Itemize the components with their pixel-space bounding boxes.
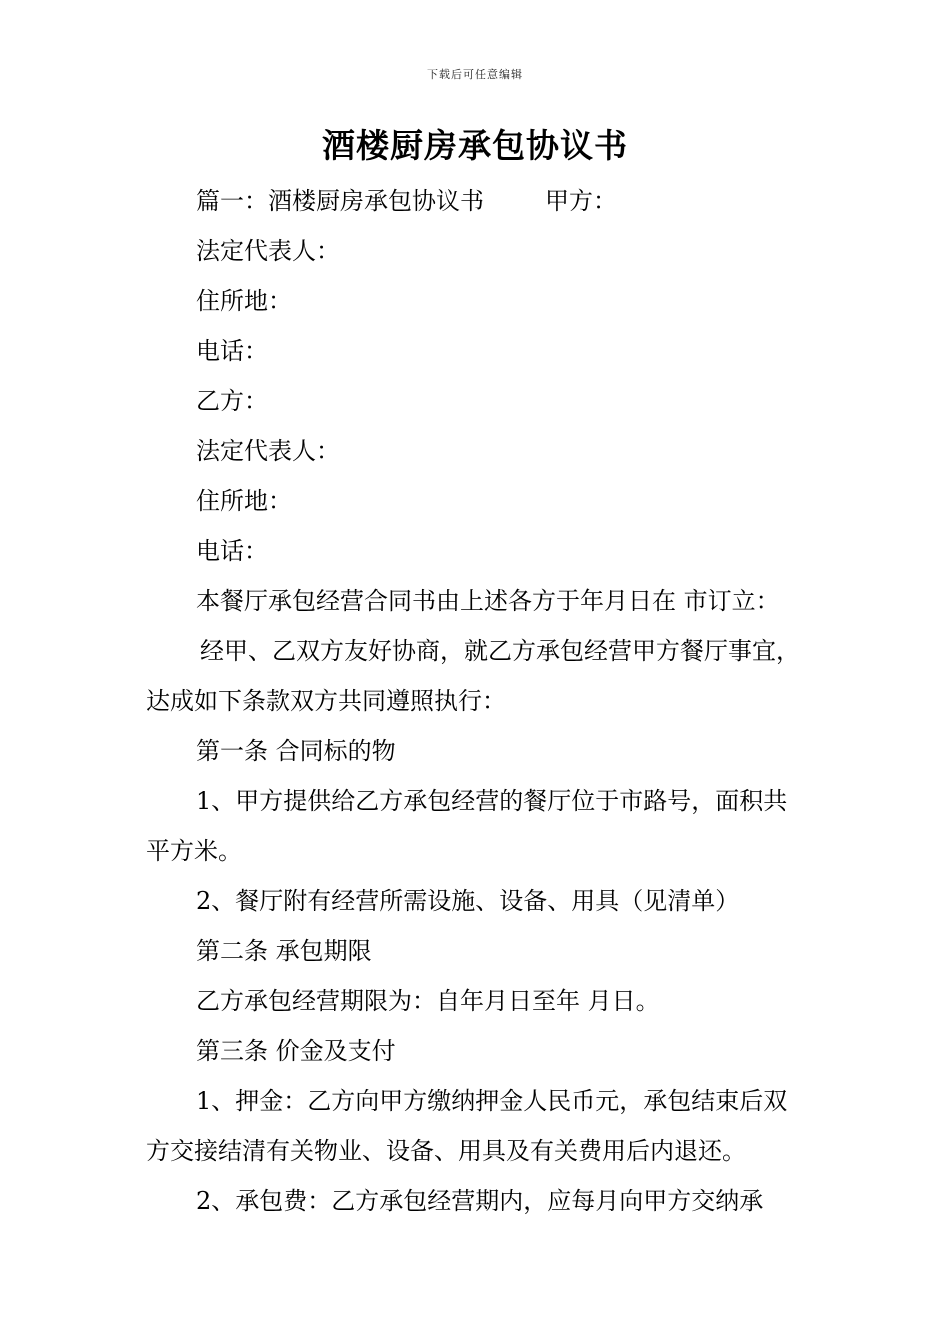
paragraph: 乙方： — [196, 387, 268, 415]
paragraph: 住所地： — [196, 287, 292, 315]
page-header-note: 下载后可任意编辑 — [427, 68, 523, 81]
paragraph: 1、甲方提供给乙方承包经营的餐厅位于市路号，面积共平方米。 — [146, 787, 788, 865]
document-body — [146, 176, 810, 1226]
section-heading: 第三条 价金及支付 — [196, 1037, 396, 1065]
paragraph: 2、餐厅附有经营所需设施、设备、用具（见清单） — [196, 887, 740, 915]
paragraph: 乙方承包经营期限为：自年月日至年 月日。 — [196, 987, 660, 1015]
paragraph: 经甲、乙双方友好协商，就乙方承包经营甲方餐厅事宜，达成如下条款双方共同遵照执行： — [146, 637, 800, 715]
paragraph: 电话： — [196, 537, 268, 565]
paragraph: 2、承包费：乙方承包经营期内，应每月向甲方交纳承 — [196, 1187, 764, 1215]
document-title: 酒楼厨房承包协议书 — [322, 126, 628, 165]
paragraph: 篇一：酒楼厨房承包协议书 甲方： — [196, 187, 618, 215]
section-heading: 第二条 承包期限 — [196, 937, 372, 965]
section-heading: 第一条 合同标的物 — [196, 737, 396, 765]
paragraph: 电话： — [196, 337, 268, 365]
paragraph: 住所地： — [196, 487, 292, 515]
paragraph: 本餐厅承包经营合同书由上述各方于年月日在 市订立： — [196, 587, 780, 615]
paragraph: 法定代表人： — [196, 437, 340, 465]
paragraph: 法定代表人： — [196, 237, 340, 265]
paragraph: 1、押金：乙方向甲方缴纳押金人民币元，承包结束后双方交接结清有关物业、设备、用具及有关费用后内退还。 — [146, 1087, 788, 1165]
